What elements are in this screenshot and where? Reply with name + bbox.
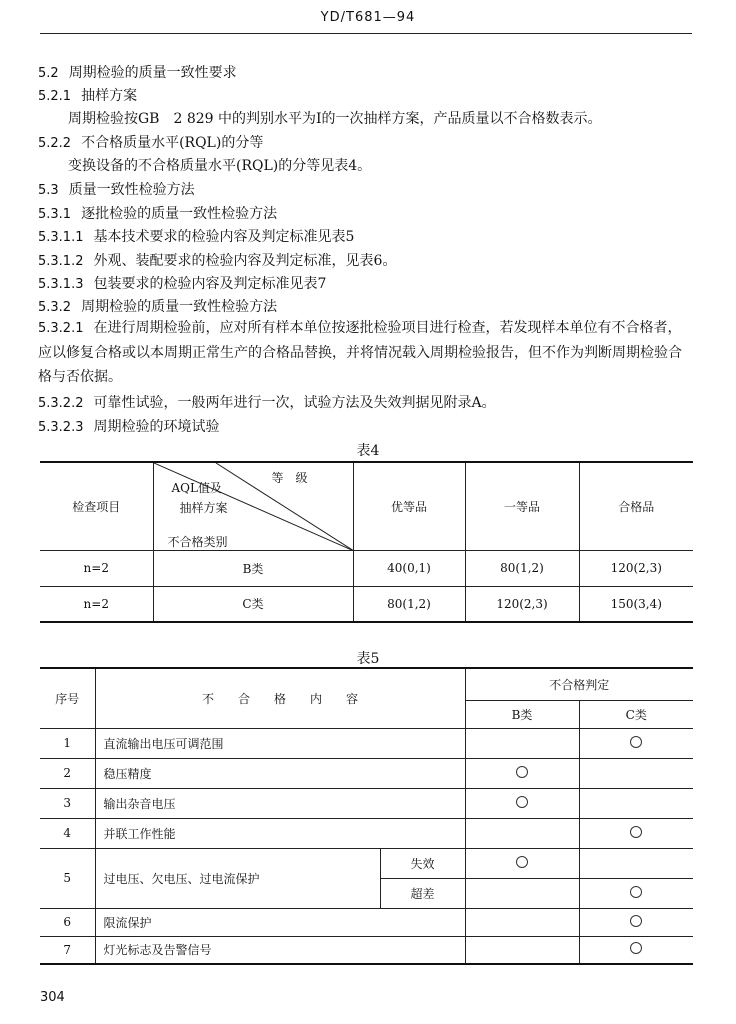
cell-no: 5	[40, 848, 95, 908]
cell-c	[579, 728, 693, 758]
clause-5-3-2-3: 5.3.2.3 周期检验的环境试验	[38, 419, 220, 435]
cell-value: 150(3,4)	[579, 586, 693, 622]
clause-5-2-1: 5.2.1 抽样方案	[38, 88, 138, 104]
circle-mark	[630, 826, 642, 838]
table-row	[40, 908, 693, 936]
table-row	[40, 788, 693, 818]
cell-b	[465, 936, 579, 964]
cell-c	[579, 936, 693, 964]
cell-b	[465, 818, 579, 848]
clause-5-3-2: 5.3.2 周期检验的质量一致性检验方法	[38, 299, 278, 315]
cell-content: 灯光标志及告警信号	[95, 936, 465, 964]
circle-mark	[630, 942, 642, 954]
clause-5-3-1: 5.3.1 逐批检验的质量一致性检验方法	[38, 206, 278, 222]
clause-5-3-1-1: 5.3.1.1 基本技术要求的检验内容及判定标准见表5	[38, 229, 355, 245]
circle-mark	[516, 856, 528, 868]
cell-b	[465, 908, 579, 936]
circle-mark	[630, 915, 642, 927]
cell-value: 80(1,2)	[353, 586, 465, 622]
header-rule	[40, 33, 692, 34]
header-content: 不 合 格 内 容	[95, 668, 465, 728]
cell-category: C类	[153, 586, 353, 622]
cell-value: 120(2,3)	[465, 586, 579, 622]
table-5	[40, 667, 693, 965]
circle-mark	[516, 796, 528, 808]
circle-mark	[516, 766, 528, 778]
page-number: 304	[40, 990, 65, 1005]
clause-5-3-2-2: 5.3.2.2 可靠性试验，一般两年进行一次，试验方法及失效判据见附录A。	[38, 395, 496, 411]
standard-code: YD/T681—94	[320, 10, 416, 25]
table4-caption: 表4	[356, 443, 380, 459]
clause-5-3-1-2: 5.3.1.2 外观、装配要求的检验内容及判定标准，见表6。	[38, 253, 397, 269]
header-premium: 优等品	[353, 462, 465, 550]
cell-b	[465, 848, 579, 878]
table-row	[40, 848, 693, 878]
cell-value: 120(2,3)	[579, 550, 693, 586]
cell-content: 并联工作性能	[95, 818, 465, 848]
clause-5-3-1-3: 5.3.1.3 包装要求的检验内容及判定标准见表7	[38, 276, 327, 292]
cell-c	[579, 788, 693, 818]
table-row	[40, 818, 693, 848]
table5-caption: 表5	[356, 651, 380, 667]
header-b: B类	[465, 700, 579, 728]
cell-item: n=2	[40, 586, 153, 622]
circle-mark	[630, 736, 642, 748]
header-no: 序号	[40, 668, 95, 728]
clause-5-2-1-body: 周期检验按GB 2 829 中的判别水平为Ⅰ的一次抽样方案，产品质量以不合格数表示。	[68, 111, 602, 127]
clause-5-2-2: 5.2.2 不合格质量水平(RQL)的分等	[38, 135, 264, 151]
cell-no: 6	[40, 908, 95, 936]
header-plan: 抽样方案	[179, 501, 228, 515]
cell-c	[579, 908, 693, 936]
cell-c	[579, 818, 693, 848]
cell-value: 80(1,2)	[465, 550, 579, 586]
cell-item: n=2	[40, 550, 153, 586]
clause-5-2-2-body: 变换设备的不合格质量水平(RQL)的分等见表4。	[68, 158, 372, 174]
cell-category: B类	[153, 550, 353, 586]
header-grade: 等 级	[271, 471, 308, 485]
cell-content: 限流保护	[95, 908, 465, 936]
table-row	[40, 936, 693, 964]
cell-b	[465, 728, 579, 758]
cell-b	[465, 788, 579, 818]
cell-no: 2	[40, 758, 95, 788]
table-row	[40, 550, 693, 586]
table-row	[40, 586, 693, 622]
cell-no: 3	[40, 788, 95, 818]
cell-content: 直流输出电压可调范围	[95, 728, 465, 758]
cell-c	[579, 878, 693, 908]
header-first-class: 一等品	[465, 462, 579, 550]
cell-content: 过电压、欠电压、过电流保护	[95, 848, 380, 908]
table-row	[40, 728, 693, 758]
header-category: 不合格类别	[167, 535, 228, 549]
table-4	[40, 461, 693, 623]
header-check-item: 检查项目	[40, 462, 153, 550]
clause-5-3: 5.3 质量一致性检验方法	[38, 182, 195, 198]
cell-value: 40(0,1)	[353, 550, 465, 586]
cell-content: 稳压精度	[95, 758, 465, 788]
cell-no: 4	[40, 818, 95, 848]
cell-b	[465, 878, 579, 908]
cell-no: 7	[40, 936, 95, 964]
cell-b	[465, 758, 579, 788]
circle-mark	[630, 886, 642, 898]
clause-5-2: 5.2 周期检验的质量一致性要求	[38, 65, 237, 81]
cell-sub-out-of-tolerance: 超差	[380, 878, 465, 908]
table-row	[40, 758, 693, 788]
header-c: C类	[579, 700, 693, 728]
cell-sub-fail: 失效	[380, 848, 465, 878]
header-diagonal-cell	[153, 462, 353, 550]
cell-c	[579, 758, 693, 788]
header-judge: 不合格判定	[465, 668, 693, 700]
header-qualified: 合格品	[579, 462, 693, 550]
cell-c	[579, 848, 693, 878]
cell-no: 1	[40, 728, 95, 758]
cell-content: 输出杂音电压	[95, 788, 465, 818]
clause-5-3-2-1: 5.3.2.1 在进行周期检验前，应对所有样本单位按逐批检验项目进行检查，若发现样本单位有不合格者，应以修复合格或以本周期正常生产的合格品替换，并将情况载入周期检验报告，但不作为判断周期检验合格与否依据。	[38, 320, 682, 385]
header-aql: AQL值及	[171, 481, 222, 495]
